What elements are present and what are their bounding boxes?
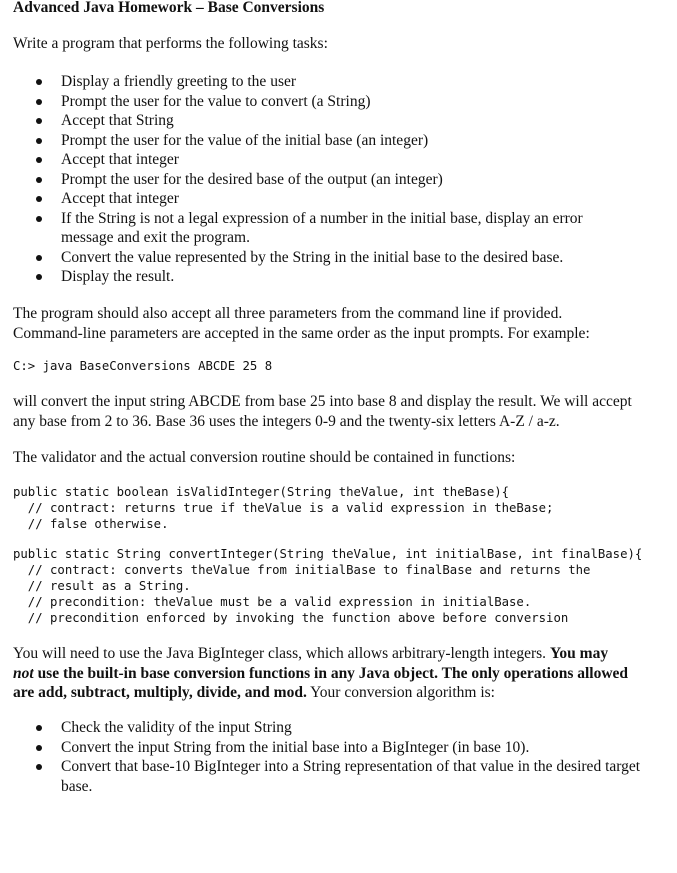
- list-item: Convert the value represented by the String in the initial base to the desired base.: [13, 248, 668, 268]
- code-line: public static boolean isValidInteger(String theValue, int theBase){: [13, 485, 510, 499]
- example-explanation: will convert the input string ABCDE from base 25 into base 8 and display the result. We will accept any base from 2 to 36. Base 36 uses the integers 0-9 and the twenty-six letters A-Z / a-z.: [13, 393, 632, 430]
- list-item: Accept that integer: [13, 150, 668, 170]
- list-item: Display a friendly greeting to the user: [13, 72, 668, 92]
- list-item: Accept that integer: [13, 189, 668, 209]
- algorithm-list: [13, 718, 653, 796]
- functions-paragraph: The validator and the actual conversion routine should be contained in functions:: [13, 449, 516, 466]
- code-line: // precondition enforced by invoking the function above before conversion: [13, 611, 569, 625]
- example-command: C:> java BaseConversions ABCDE 25 8: [13, 359, 273, 373]
- code-line: // contract: returns true if theValue is a valid expression in theBase;: [13, 501, 554, 515]
- document-title: Advanced Java Homework – Base Conversions: [13, 0, 325, 16]
- cmdline-paragraph: The program should also accept all three parameters from the command line if provided. Command-line parameters are accepted in the same order as the input prompts. For example:: [13, 305, 590, 342]
- restriction-text-continued: use the built-in base conversion functions in any Java object. The only operations allowed are add, subtract, multiply, divide, and mod.: [13, 664, 629, 701]
- task-list: [13, 72, 668, 287]
- list-item: Prompt the user for the value of the initial base (an integer): [13, 131, 668, 151]
- restriction-text: You may: [549, 645, 609, 662]
- list-item: Display the result.: [13, 267, 668, 287]
- code-line: public static String convertInteger(String theValue, int initialBase, int finalBase){: [13, 547, 643, 561]
- list-item: Prompt the user for the desired base of the output (an integer): [13, 170, 668, 190]
- code-line: // false otherwise.: [13, 517, 169, 531]
- code-line: // result as a String.: [13, 579, 191, 593]
- list-item: Convert the input String from the initial base into a BigInteger (in base 10).: [13, 738, 653, 758]
- list-item: Accept that String: [13, 111, 668, 131]
- code-block-convertinteger: [13, 546, 668, 626]
- biginteger-paragraph: [13, 644, 641, 703]
- code-line: // contract: converts theValue from initialBase to finalBase and returns the: [13, 563, 591, 577]
- list-item: Check the validity of the input String: [13, 718, 653, 738]
- list-item: Prompt the user for the value to convert (a String): [13, 92, 668, 112]
- list-item: If the String is not a legal expression of a number in the initial base, display an error message and exit the program.: [13, 209, 668, 248]
- list-item: Convert that base-10 BigInteger into a String representation of that value in the desired target base.: [13, 757, 653, 796]
- intro-paragraph: Write a program that performs the following tasks:: [13, 35, 328, 52]
- biginteger-text: You will need to use the Java BigInteger class, which allows arbitrary-length integers.: [13, 645, 550, 662]
- code-line: // precondition: theValue must be a valid expression in initialBase.: [13, 595, 532, 609]
- restriction-emphasis: not: [13, 664, 34, 682]
- code-block-isvalidinteger: [13, 484, 668, 532]
- algorithm-intro-text: Your conversion algorithm is:: [306, 684, 495, 701]
